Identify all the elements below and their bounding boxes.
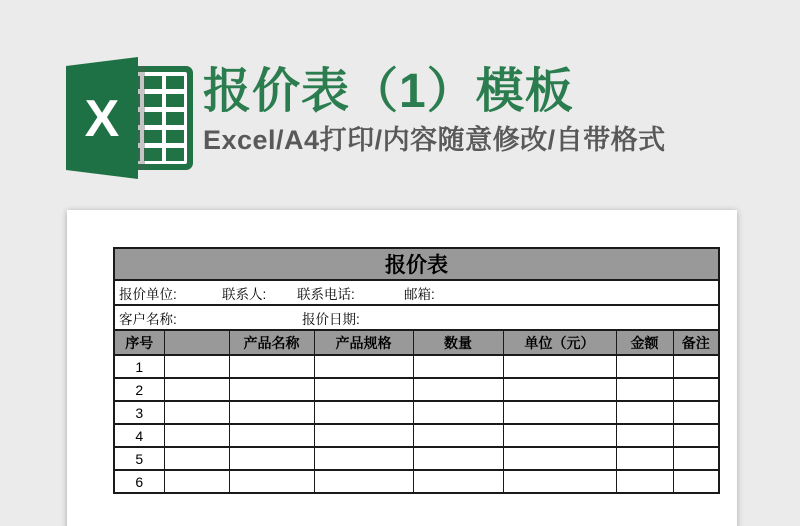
col-备注: 备注 xyxy=(673,330,719,355)
quotation-table xyxy=(113,247,720,494)
table-title: 报价表 xyxy=(114,248,719,280)
table-row xyxy=(114,355,719,378)
col-产品名称: 产品名称 xyxy=(229,330,314,355)
col-单位元: 单位（元） xyxy=(503,330,616,355)
col-金额: 金额 xyxy=(616,330,673,355)
template-subtitle: Excel/A4打印/内容随意修改/自带格式 xyxy=(203,125,666,155)
row-number: 1 xyxy=(114,355,164,378)
label-email: 邮箱: xyxy=(404,286,435,302)
excel-logo-icon xyxy=(64,55,196,181)
label-customer: 客户名称: xyxy=(119,311,177,327)
template-title: 报价表（1）模板 xyxy=(203,65,574,118)
row-number: 3 xyxy=(114,401,164,424)
info-row xyxy=(114,305,719,330)
row-number: 2 xyxy=(114,378,164,401)
col-产品规格: 产品规格 xyxy=(314,330,413,355)
column-header-row xyxy=(114,330,719,355)
col-数量: 数量 xyxy=(413,330,503,355)
info-row xyxy=(114,280,719,305)
label-quote-date: 报价日期: xyxy=(302,311,360,327)
col-blank xyxy=(164,330,229,355)
title-block xyxy=(203,62,783,158)
label-phone: 联系电话: xyxy=(297,286,355,302)
label-quote-company: 报价单位: xyxy=(119,286,177,302)
table-title-row xyxy=(114,248,719,280)
row-number: 4 xyxy=(114,424,164,447)
table-row xyxy=(114,378,719,401)
a4-page-preview xyxy=(67,210,737,526)
row-number: 5 xyxy=(114,447,164,470)
row-number: 6 xyxy=(114,470,164,493)
table-row xyxy=(114,401,719,424)
table-row xyxy=(114,447,719,470)
table-row xyxy=(114,424,719,447)
label-contact: 联系人: xyxy=(222,286,267,302)
col-序号: 序号 xyxy=(114,330,164,355)
table-row xyxy=(114,470,719,493)
excel-x-letter: X xyxy=(84,90,120,148)
hero-header xyxy=(0,0,800,200)
